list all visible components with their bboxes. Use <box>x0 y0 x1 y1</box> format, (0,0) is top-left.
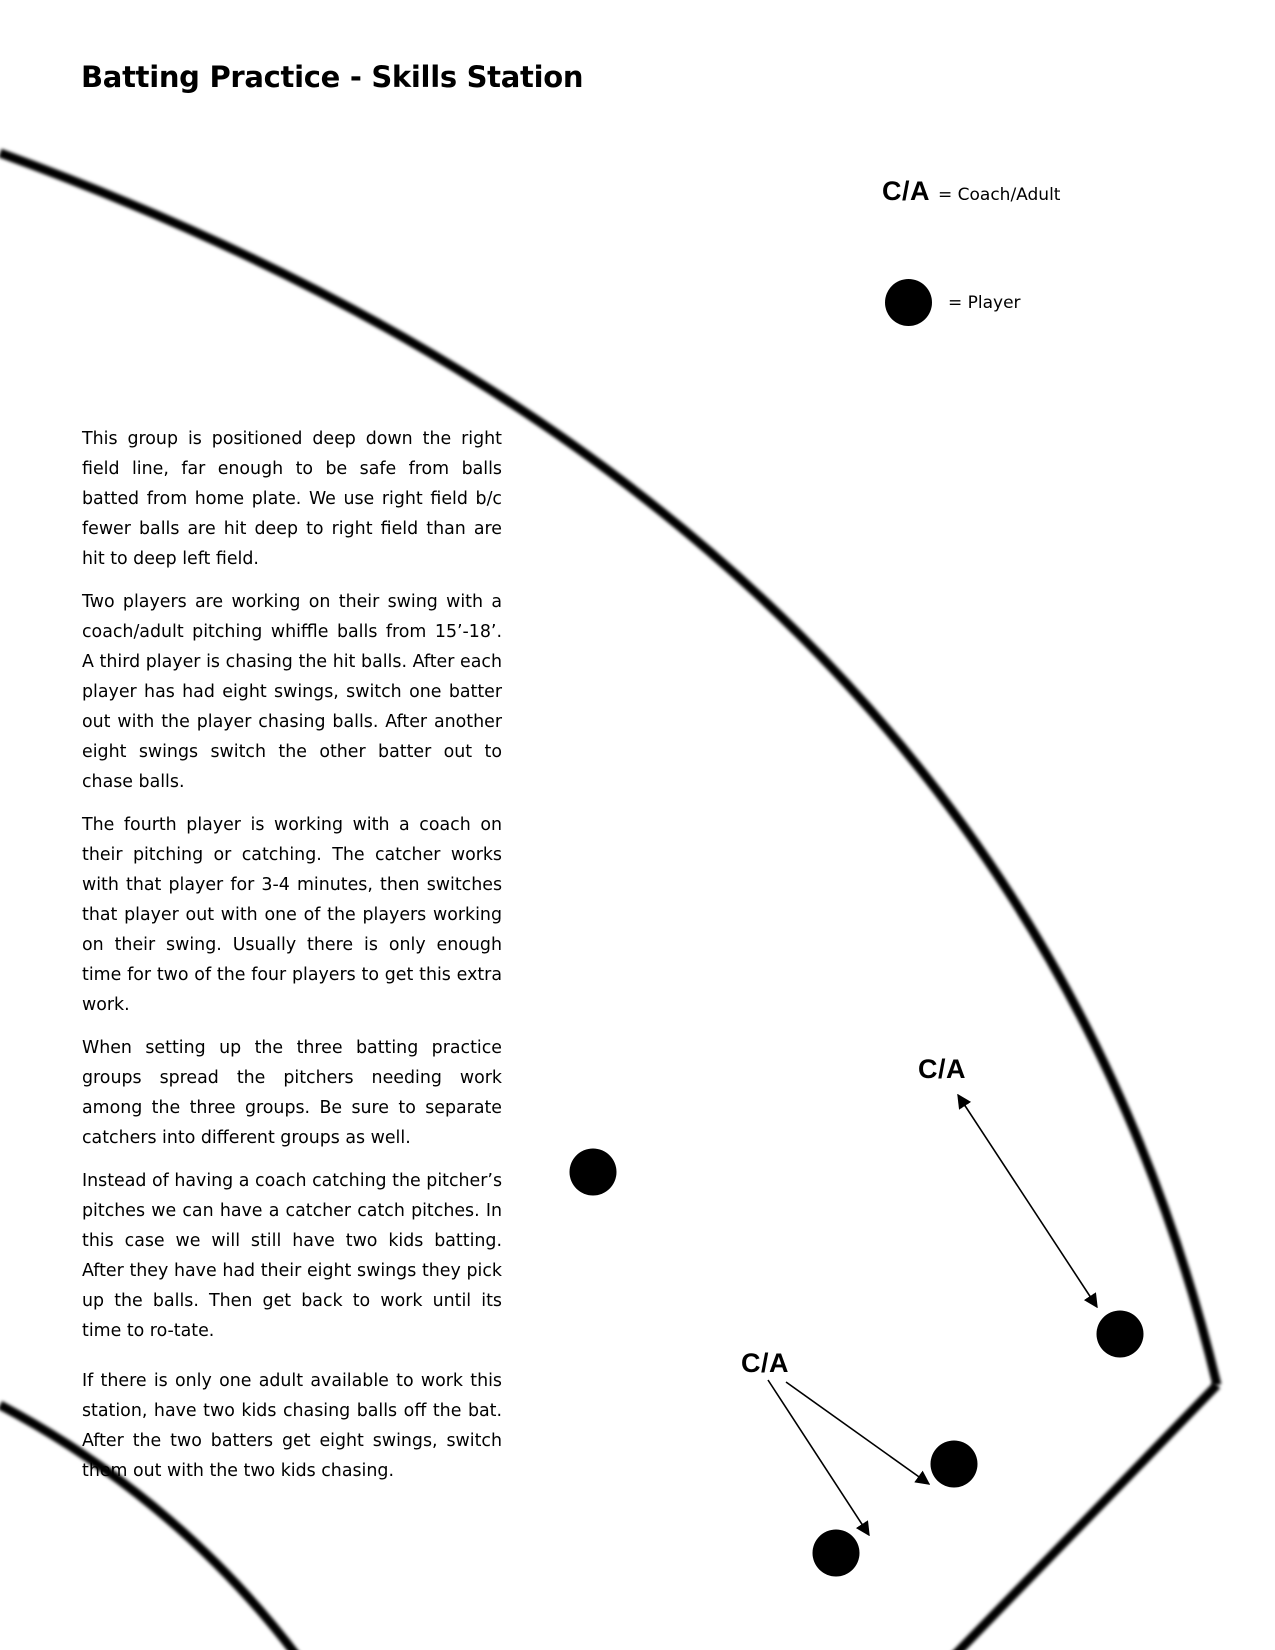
legend-coach-adult <box>882 176 1060 207</box>
player-marker <box>570 1149 617 1196</box>
coach-adult-diagram-label: C/A <box>741 1348 789 1378</box>
player-marker <box>813 1530 860 1577</box>
double-arrow <box>958 1095 1097 1307</box>
coach-adult-label: = Coach/Adult <box>938 185 1061 205</box>
arrow <box>768 1380 869 1535</box>
player-marker <box>1097 1311 1144 1358</box>
player-dot-icon <box>885 279 932 326</box>
paragraph: This group is positioned deep down the right field line, far enough to be safe from balls batted from home plate. We use right field b/c fewer balls are hit deep to right field than are hit to deep left field. <box>82 429 502 569</box>
arrow <box>786 1382 929 1484</box>
legend-player <box>885 279 1021 326</box>
foul-line <box>950 1385 1217 1650</box>
paragraph: The fourth player is working with a coach on their pitching or catching. The catcher works with that player for 3-4 minutes, then switches that player out with one of the players working on their swing. Usually there is only enough time for two of the four players to get this extra work. <box>82 815 502 1015</box>
paragraph: If there is only one adult available to work this station, have two kids chasing balls off the bat. After the two batters get eight swings, switch them out with the two kids chasing. <box>82 1371 502 1481</box>
page-title: Batting Practice - Skills Station <box>81 60 584 94</box>
paragraph: When setting up the three batting practice groups spread the pitchers needing work among the three groups. Be sure to separate catchers into different groups as well. <box>82 1038 502 1148</box>
paragraph: Two players are working on their swing with a coach/adult pitching whiffle balls from 15’-18’. A third player is chasing the hit balls. After each player has had eight swings, switch one batter out with the player chasing balls. After another eight swings switch the other batter out to chase balls. <box>82 592 502 792</box>
player-marker <box>931 1441 978 1488</box>
paragraph: Instead of having a coach catching the pitcher’s pitches we can have a catcher catch pitches. In this case we will still have two kids batting. After they have had their eight swings they pick up the balls. Then get back to work until its time to ro-tate. <box>82 1171 502 1341</box>
player-label: = Player <box>948 292 1021 313</box>
coach-adult-symbol: C/A <box>882 176 930 206</box>
coach-adult-diagram-label: C/A <box>918 1054 966 1084</box>
instructions-text <box>82 424 502 1499</box>
